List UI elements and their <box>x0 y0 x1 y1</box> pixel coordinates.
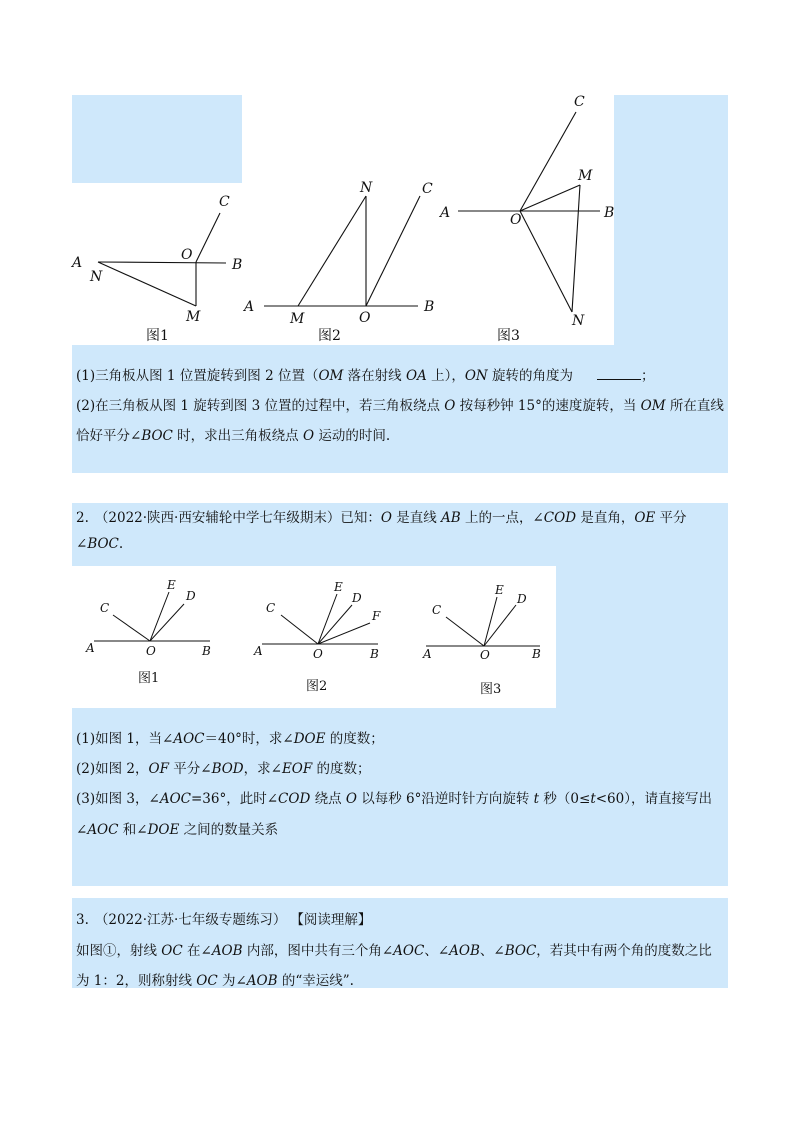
fig3-label-O: O <box>510 212 522 228</box>
q2-stem-line1 <box>76 506 687 526</box>
q2fig2-caption: 图2 <box>306 679 328 694</box>
text-q3-l2_c: 的“幸运线”. <box>277 973 354 989</box>
text-q3-l1_aoc: AOC <box>393 943 425 959</box>
text-q3-l2_aob: AOB <box>246 973 278 989</box>
text-q2-p1_b: ＝40°时，求∠ <box>204 731 294 747</box>
text-q1-sub2_line2_boc: BOC <box>141 428 173 444</box>
q2fig3-A: A <box>423 647 432 661</box>
text-q1-sub2_line1_o: O <box>444 398 456 414</box>
q2fig1-C: C <box>100 601 110 615</box>
text-q2-p3l2_doe: DOE <box>147 822 180 838</box>
text-q2-p3_o: O <box>345 791 357 807</box>
fig3-label-M: M <box>578 168 593 184</box>
q2fig3-caption: 图3 <box>480 682 502 697</box>
text-q2-p3l2_c: 之间的数量关系 <box>179 822 279 838</box>
text-q2-p3_c: 绕点 <box>310 791 346 807</box>
text-q3-l1_oc: OC <box>161 943 183 959</box>
q2-sub2 <box>76 757 371 777</box>
fig3-label-C: C <box>574 94 585 110</box>
q2fig3-E: E <box>495 583 504 597</box>
text-q1-sub1_pre: (1)三角板从图 1 位置旋转到图 2 位置（ <box>76 368 319 384</box>
fig1-label-A: A <box>72 255 83 271</box>
q1-sub2-line2 <box>76 424 390 444</box>
q1-figure-3 <box>458 112 600 312</box>
text-q2-num: 2. <box>76 510 89 526</box>
q1-figure-1 <box>98 213 226 306</box>
q2fig2-A: A <box>254 644 263 658</box>
fig2-label-B: B <box>424 299 435 315</box>
text-q3-l2_a: 为 1：2，则称射线 <box>76 973 197 989</box>
text-q2-stem_b: 是直线 <box>391 510 442 526</box>
text-q1-sub2_line1_b: 按每秒钟 15°的速度旋转，当 <box>455 398 641 414</box>
text-q2-stem2_boc: BOC <box>87 536 119 552</box>
text-q2-stem_o: O <box>380 510 392 526</box>
fig1-label-O: O <box>181 247 193 263</box>
fig2-caption: 图2 <box>318 328 341 344</box>
text-q2-p3l2_a: ∠ <box>76 822 88 838</box>
fig1-label-M: M <box>186 309 201 325</box>
text-q1-sub2_line2_a: 恰好平分∠ <box>76 428 142 444</box>
text-q3-l2_b: 为∠ <box>217 973 247 989</box>
text-q2-p1_doe: DOE <box>293 731 326 747</box>
q2fig3-B: B <box>532 647 541 661</box>
text-q2-p3_d: 以每秒 6°沿逆时针方向旋转 <box>356 791 534 807</box>
text-q1-sub1_om: OM <box>318 368 344 384</box>
text-q1-sub1_post: 旋转的角度为 <box>487 368 574 384</box>
fig3-label-B: B <box>604 205 615 221</box>
fig2-label-A: A <box>244 299 255 315</box>
text-q3-source: （2022·江苏·七年级专题练习） <box>94 912 287 928</box>
q2fig3-C: C <box>432 603 442 617</box>
text-q1-sub2_line2_o: O <box>302 428 315 444</box>
text-q1-sub2_line1_c: 所在直线 <box>665 398 724 414</box>
text-q3-l1_d: 、∠ <box>424 943 450 959</box>
text-q2-stem_c: 上的一点，∠ <box>460 510 544 526</box>
text-q3-l1_a: 如图①，射线 <box>76 943 162 959</box>
q2-sub1 <box>76 727 384 747</box>
text-q3-num: 3. <box>76 912 89 928</box>
q3-line1 <box>76 939 712 959</box>
q1-figures <box>0 0 800 360</box>
q2fig1-caption: 图1 <box>138 671 160 686</box>
q2fig2-B: B <box>370 647 379 661</box>
text-q2-stem_e: 平分 <box>655 510 687 526</box>
text-q2-p1_c: 的度数； <box>325 731 384 747</box>
text-q3-l1_boc: BOC <box>504 943 537 959</box>
text-q1-sub1_mid2: 上）， <box>426 368 465 384</box>
q2fig1-E: E <box>167 578 176 592</box>
q2fig1-A: A <box>86 641 95 655</box>
q2fig2-E: E <box>334 580 343 594</box>
text-q3-l1_aob2: AOB <box>449 943 480 959</box>
q2fig1-B: B <box>202 644 211 658</box>
text-q2-p2_bod: BOD <box>211 761 244 777</box>
answer-blank <box>597 368 641 380</box>
fig3-caption: 图3 <box>497 328 520 344</box>
text-q2-p3_t: t <box>533 791 540 807</box>
text-q1-sub2_line2_c: 运动的时间. <box>314 428 391 444</box>
text-q3-tag: 【阅读理解】 <box>290 912 372 928</box>
text-q3-l1_b: 在∠ <box>182 943 212 959</box>
q2fig2-D: D <box>352 591 362 605</box>
q2fig3-D: D <box>517 592 527 606</box>
text-q3-l1_e: 、∠ <box>479 943 505 959</box>
text-q2-p2_d: 的度数； <box>312 761 371 777</box>
text-q2-p3_t2: t <box>590 791 596 807</box>
fig2-label-C: C <box>422 181 433 197</box>
text-q3-l1_c: 内部，图中共有三个角∠ <box>242 943 394 959</box>
q2-stem-line2 <box>76 536 123 552</box>
text-q2-stem_oe: OE <box>634 510 656 526</box>
text-q2-p2_of: OF <box>148 761 169 777</box>
q2fig2-F: F <box>372 609 381 623</box>
text-q3-l2_oc: OC <box>196 973 218 989</box>
fig3-label-A: A <box>440 205 451 221</box>
text-q2-p1_aoc: AOC <box>173 731 205 747</box>
q2fig2-O: O <box>313 647 323 661</box>
q1-sub1 <box>76 364 655 384</box>
text-q1-sub1_oa: OA <box>405 368 427 384</box>
text-q2-stem_cod: COD <box>543 510 577 526</box>
text-q3-l1_aob: AOB <box>211 943 243 959</box>
fig2-label-O: O <box>359 310 371 326</box>
q2fig1-O: O <box>146 644 156 658</box>
text-q2-p2_b: 平分∠ <box>168 761 212 777</box>
text-q1-sub2_line2_b: 时，求出三角板绕点 <box>172 428 303 444</box>
text-q1-sub2_line1_a: (2)在三角板从图 1 旋转到图 3 位置的过程中，若三角板绕点 <box>76 398 445 414</box>
text-q2-p3_e: 秒（0≤ <box>539 791 591 807</box>
q2-figures <box>0 560 800 710</box>
q3-header <box>76 908 371 928</box>
q2fig1-D: D <box>186 589 196 603</box>
text-q2-stem2_b: . <box>118 536 124 552</box>
text-q2-p3_aoc: AOC <box>159 791 191 807</box>
text-q2-source: （2022·陕西·西安辅轮中学七年级期末） <box>94 510 341 526</box>
q1-sub2-line1 <box>76 394 724 414</box>
q3-line2 <box>76 969 354 989</box>
fig3-label-N: N <box>572 313 585 329</box>
text-q2-stem_d: 是直角， <box>576 510 635 526</box>
text-q2-p1_a: (1)如图 1，当∠ <box>76 731 174 747</box>
q2fig2-C: C <box>266 601 276 615</box>
text-q2-p2_eof: EOF <box>281 761 313 777</box>
fig2-label-M: M <box>290 311 305 327</box>
q1-figure-2 <box>264 196 420 306</box>
q2-sub3-line1 <box>76 787 712 807</box>
text-q2-p3_f: <60），请直接写出 <box>595 791 712 807</box>
text-q2-p3_cod: COD <box>278 791 311 807</box>
text-q2-p2_a: (2)如图 2， <box>76 761 149 777</box>
text-q2-stem_a: 已知： <box>340 510 381 526</box>
fig2-label-N: N <box>360 180 373 196</box>
q2-sub3-line2 <box>76 818 278 838</box>
text-q2-p2_c: ，求∠ <box>243 761 282 777</box>
text-q2-p3l2_aoc: AOC <box>87 822 119 838</box>
fig1-label-C: C <box>219 194 230 210</box>
fig1-label-N: N <box>90 269 103 285</box>
text-q2-p3_b: =36°，此时∠ <box>190 791 279 807</box>
text-q1-sub2_line1_om: OM <box>640 398 666 414</box>
text-q1-sub1_mid1: 落在射线 <box>343 368 406 384</box>
text-q2-p3l2_b: 和∠ <box>118 822 148 838</box>
fig1-caption: 图1 <box>146 328 169 344</box>
text-q2-p3_a: (3)如图 3，∠ <box>76 791 160 807</box>
q2fig3-O: O <box>480 648 490 662</box>
fig1-label-B: B <box>232 257 243 273</box>
text-q1-sub1_end: ； <box>641 368 655 384</box>
text-q2-stem2_a: ∠ <box>76 536 88 552</box>
text-q1-sub1_on: ON <box>464 368 488 384</box>
text-q2-stem_ab: AB <box>441 510 461 526</box>
text-q3-l1_f: ，若其中有两个角的度数之比 <box>536 943 712 959</box>
